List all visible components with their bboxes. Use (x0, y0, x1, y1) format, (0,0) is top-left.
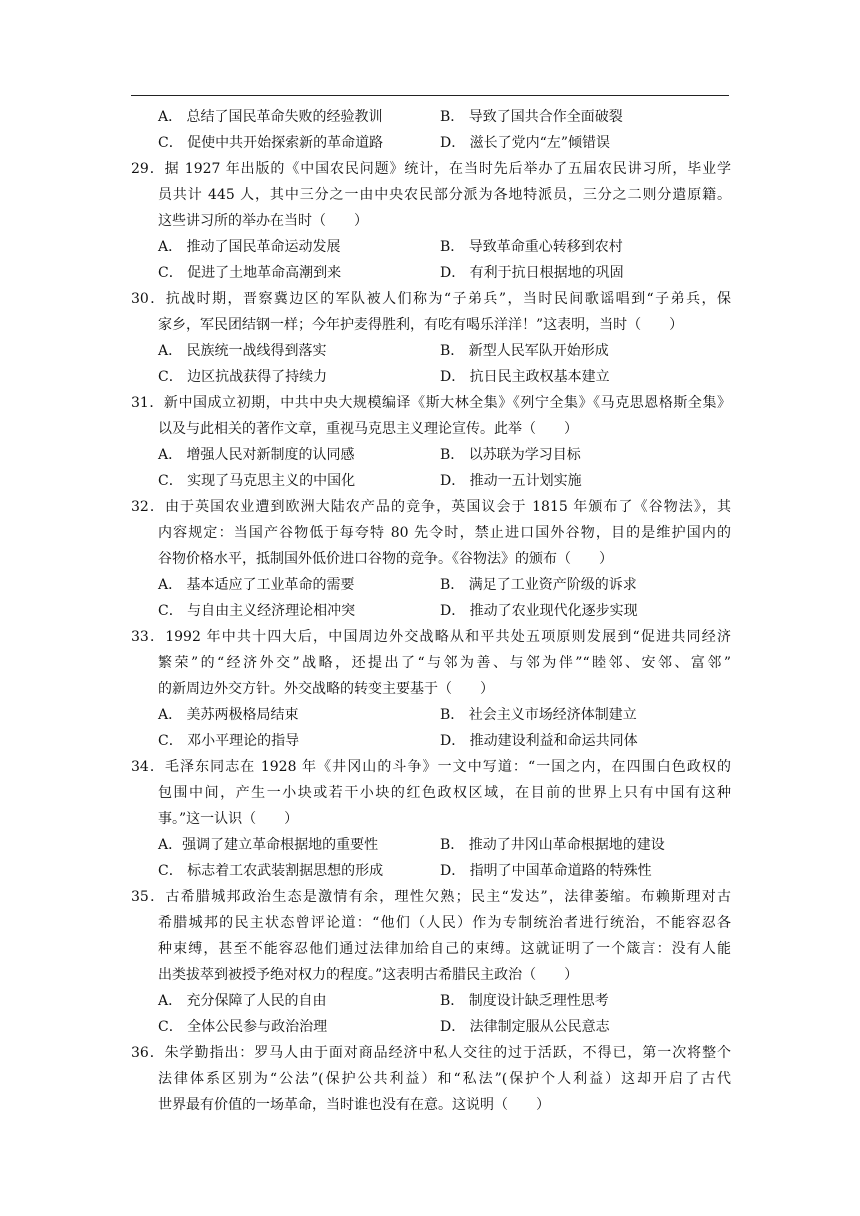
question-text-line: 谷物价格水平，抵制国外低价进口谷物的竞争。《谷物法》的颁布（ ） (158, 551, 613, 567)
option-d: D． 滋长了党内“左”倾错误 (440, 135, 610, 151)
answer-option: A． 增强人民对新制度的认同感 (158, 447, 355, 463)
question-text-line: 繁荣”的“经济外交”战略，还提出了“与邻为善、与邻为伴”“睦邻、安邻、富邻” (158, 655, 731, 671)
answer-option: D． 推动一五计划实施 (440, 473, 582, 489)
answer-option: C． 促进了土地革命高潮到来 (158, 265, 342, 281)
question-text-line: 32．由于英国农业遭到欧洲大陆农产品的竞争，英国议会于 1815 年颁布了《谷物法》，其 (131, 499, 731, 515)
options-row (131, 598, 731, 624)
question-text-line: 员共计 445 人，其中三分之一由中央农民部分派为各地特派员，三分之二则分遣原籍。 (158, 187, 731, 203)
answer-option: A． 充分保障了人民的自由 (158, 993, 327, 1009)
header-rule (131, 95, 729, 96)
prev-options-row-1 (131, 104, 731, 130)
question-5 (131, 754, 731, 884)
question-text-line: 这些讲习所的举办在当时（ ） (158, 213, 368, 229)
answer-option: C． 标志着工农武装割据思想的形成 (158, 863, 384, 879)
question-text-line: 34．毛泽东同志在 1928 年《井冈山的斗争》一文中写道：“一国之内，在四围白色政权的 (131, 759, 731, 775)
answer-option: A． 基本适应了工业革命的需要 (158, 577, 355, 593)
answer-option: B． 社会主义市场经济体制建立 (440, 707, 637, 723)
options-row (131, 1014, 731, 1040)
answer-option: C． 全体公民参与政治治理 (158, 1019, 328, 1035)
answer-option: B． 导致革命重心转移到农村 (440, 239, 623, 255)
option-c: C． 促使中共开始探索新的革命道路 (158, 135, 384, 151)
answer-option: A． 美苏两极格局结束 (158, 707, 299, 723)
question-text-line: 世界最有价值的一场革命，当时谁也没有在意。这说明（ ） (158, 1097, 550, 1113)
options-row (131, 988, 731, 1014)
question-text-line: 法律体系区别为“公法”(保护公共利益）和“私法”(保护个人利益）这却开启了古代 (158, 1071, 731, 1087)
question-text-line: 希腊城邦的民主状态曾评论道：“他们（人民）作为专制统治者进行统治，不能容忍各 (158, 915, 731, 931)
options-row (131, 260, 731, 286)
question-text-line: 36．朱学勤指出：罗马人由于面对商品经济中私人交往的过于活跃，不得已，第一次将整个 (131, 1045, 731, 1061)
options-row (131, 468, 731, 494)
question-text-line: 30．抗战时期，晋察冀边区的军队被人们称为“子弟兵”，当时民间歌谣唱到“子弟兵，保 (131, 291, 731, 307)
answer-option: B． 推动了井冈山革命根据地的建设 (440, 837, 665, 853)
question-text-line: 31．新中国成立初期，中共中央大规模编译《斯大林全集》《列宁全集》《马克思恩格斯全集》 (131, 395, 731, 411)
options-row (131, 728, 731, 754)
options-row (131, 234, 731, 260)
options-row (131, 442, 731, 468)
answer-option: B． 制度设计缺乏理性思考 (440, 993, 609, 1009)
question-1 (131, 286, 731, 390)
answer-option: D． 指明了中国革命道路的特殊性 (440, 863, 652, 879)
options-row (131, 572, 731, 598)
question-text-line: 29．据 1927 年出版的《中国农民问题》统计，在当时先后举办了五届农民讲习所，毕业学 (131, 161, 731, 177)
answer-option: C． 邓小平理论的指导 (158, 733, 300, 749)
question-7 (131, 1040, 731, 1118)
answer-option: C． 与自由主义经济理论相冲突 (158, 603, 356, 619)
options-row (131, 832, 731, 858)
options-row (131, 364, 731, 390)
question-0 (131, 156, 731, 286)
answer-option: B． 新型人民军队开始形成 (440, 343, 609, 359)
answer-option: D． 推动了农业现代化逐步实现 (440, 603, 638, 619)
question-text-line: 内容规定：当国产谷物低于每夸特 80 先令时，禁止进口国外谷物，目的是维护国内的 (158, 525, 731, 541)
question-3 (131, 494, 731, 624)
prev-options-row-2 (131, 130, 731, 156)
answer-option: B． 以苏联为学习目标 (440, 447, 581, 463)
answer-option: D． 抗日民主政权基本建立 (440, 369, 610, 385)
question-4 (131, 624, 731, 754)
answer-option: A．强调了建立革命根据地的重要性 (158, 837, 379, 853)
answer-option: C． 边区抗战获得了持续力 (158, 369, 328, 385)
question-text-line: 的新周边外交方针。外交战略的转变主要基于（ ） (158, 681, 494, 697)
option-b: B． 导致了国共合作全面破裂 (440, 109, 623, 125)
answer-option: A． 民族统一战线得到落实 (158, 343, 327, 359)
question-text-line: 35．古希腊城邦政治生态是激情有余，理性欠熟；民主“发达”，法律萎缩。布赖斯理对古 (131, 889, 731, 905)
question-text-line: 种束缚，甚至不能容忍他们通过法律加给自己的束缚。这就证明了一个箴言：没有人能 (158, 941, 731, 957)
answer-option: C． 实现了马克思主义的中国化 (158, 473, 356, 489)
options-row (131, 858, 731, 884)
options-row (131, 338, 731, 364)
answer-option: D． 推动建设利益和命运共同体 (440, 733, 638, 749)
question-text-line: 以及与此相关的著作文章，重视马克思主义理论宣传。此举（ ） (158, 421, 578, 437)
question-text-line: 出类拔萃到被授予绝对权力的程度。”这表明古希腊民主政治（ ） (158, 967, 579, 983)
question-text-line: 家乡，军民团结钢一样；今年护麦得胜利，有吃有喝乐洋洋！”这表明，当时（ ） (158, 317, 684, 333)
question-6 (131, 884, 731, 1040)
question-text-line: 包围中间，产生一小块或若干小块的红色政权区域，在目前的世界上只有中国有这种 (158, 785, 731, 801)
option-a: A． 总结了国民革命失败的经验教训 (158, 109, 383, 125)
answer-option: A． 推动了国民革命运动发展 (158, 239, 341, 255)
exam-content (131, 104, 731, 1118)
question-text-line: 事。”这一认识（ ） (158, 811, 299, 827)
answer-option: B． 满足了工业资产阶级的诉求 (440, 577, 637, 593)
answer-option: D． 法律制定服从公民意志 (440, 1019, 610, 1035)
question-2 (131, 390, 731, 494)
answer-option: D． 有利于抗日根据地的巩固 (440, 265, 624, 281)
question-text-line: 33．1992 年中共十四大后，中国周边外交战略从和平共处五项原则发展到“促进共同经济 (131, 629, 731, 645)
options-row (131, 702, 731, 728)
